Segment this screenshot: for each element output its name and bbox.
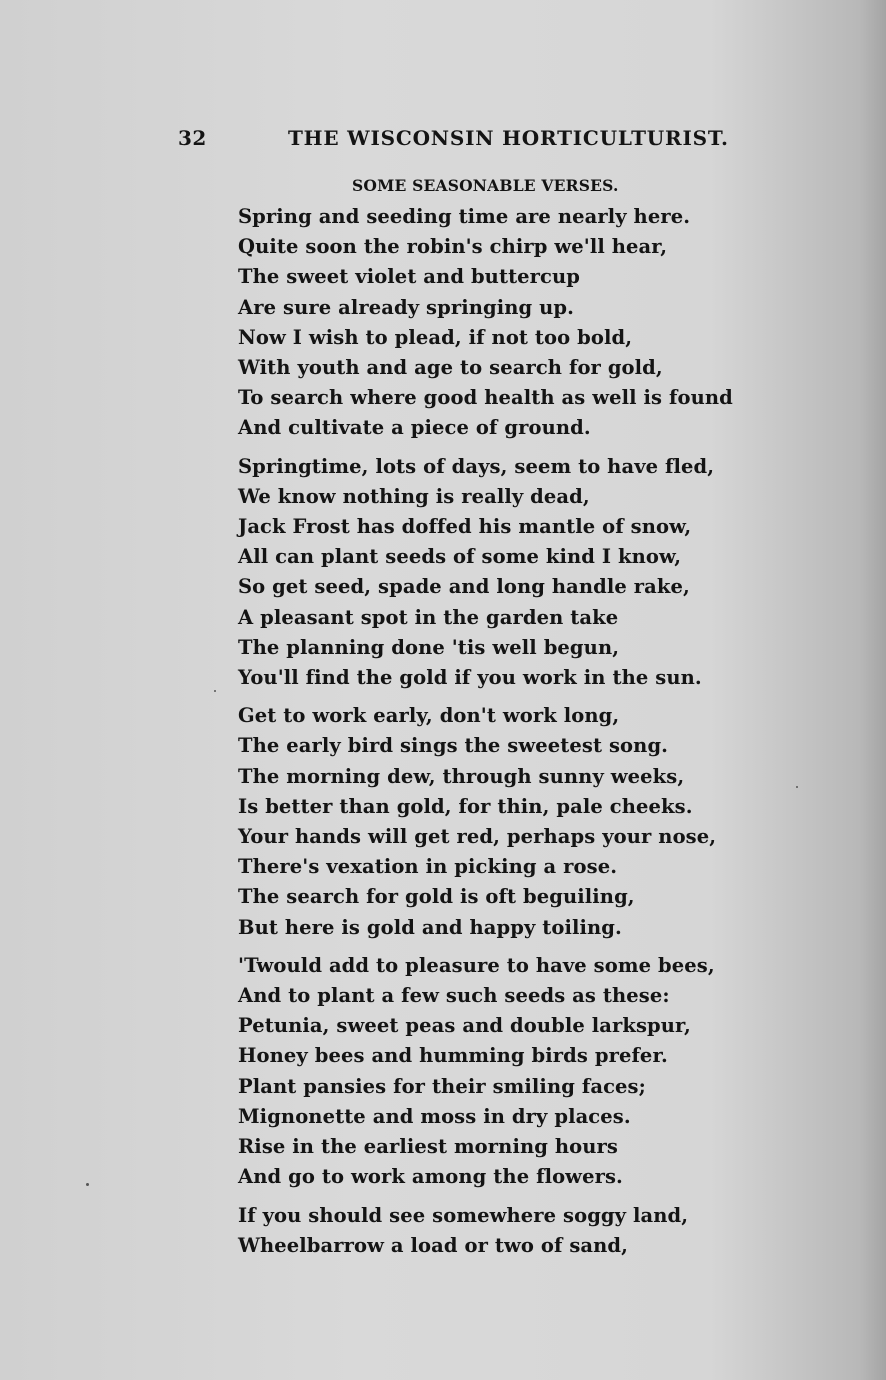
poem-line: The planning done 'tis well begun, xyxy=(238,635,620,659)
poem-line: All can plant seeds of some kind I know, xyxy=(238,545,682,569)
poem-line: The early bird sings the sweetest song. xyxy=(238,734,669,758)
poem-line: Wheelbarrow a load or two of sand, xyxy=(238,1233,629,1257)
poem-line: So get seed, spade and long handle rake, xyxy=(238,575,690,599)
poem-line: Plant pansies for their smiling faces; xyxy=(238,1074,646,1098)
poem-line: Now I wish to plead, if not too bold, xyxy=(238,325,633,349)
poem-line: A pleasant spot in the garden take xyxy=(238,605,619,629)
poem-line: Your hands will get red, perhaps your nose, xyxy=(238,825,717,849)
poem-line: Mignonette and moss in dry places. xyxy=(238,1104,631,1128)
poem-line: With youth and age to search for gold, xyxy=(238,356,663,380)
journal-title: THE WISCONSIN HORTICULTURIST. xyxy=(288,126,729,150)
poem-line: Spring and seeding time are nearly here. xyxy=(238,205,691,228)
poem-line: We know nothing is really dead, xyxy=(238,484,590,508)
poem-line: And to plant a few such seeds as these: xyxy=(238,984,670,1008)
poem-line: There's vexation in picking a rose. xyxy=(238,855,618,879)
poem-line: If you should see somewhere soggy land, xyxy=(238,1203,689,1227)
poem-line: Are sure already springing up. xyxy=(238,295,575,319)
poem-line: Springtime, lots of days, seem to have fled, xyxy=(238,454,715,478)
stanza-1 xyxy=(238,202,798,444)
poem-body xyxy=(238,202,798,1269)
poem-line: To search where good health as well is found xyxy=(238,386,733,410)
stanza-3 xyxy=(238,701,798,943)
poem-line: Get to work early, don't work long, xyxy=(238,704,620,728)
poem-line: 'Twould add to pleasure to have some bees, xyxy=(238,953,715,977)
poem-line: The search for gold is oft beguiling, xyxy=(238,885,635,909)
poem-line: Honey bees and humming birds prefer. xyxy=(238,1044,668,1068)
running-head xyxy=(178,126,734,156)
poem-line: Rise in the earliest morning hours xyxy=(238,1135,618,1159)
stanza-5 xyxy=(238,1201,798,1261)
poem-line: Quite soon the robin's chirp we'll hear, xyxy=(238,235,668,259)
stanza-4 xyxy=(238,951,798,1193)
poem-title: SOME SEASONABLE VERSES. xyxy=(352,176,619,195)
poem-line: The morning dew, through sunny weeks, xyxy=(238,764,685,788)
print-speck xyxy=(796,786,798,788)
page-number: 32 xyxy=(178,126,207,150)
poem-line: Jack Frost has doffed his mantle of snow, xyxy=(238,515,692,539)
poem-line: The sweet violet and buttercup xyxy=(238,265,581,289)
print-speck xyxy=(86,1183,89,1186)
poem-line: Is better than gold, for thin, pale cheeks. xyxy=(238,794,693,818)
poem-line: Petunia, sweet peas and double larkspur, xyxy=(238,1014,691,1038)
poem-line: But here is gold and happy toiling. xyxy=(238,915,622,939)
stanza-2 xyxy=(238,452,798,694)
poem-line: And go to work among the flowers. xyxy=(238,1165,623,1189)
poem-line: You'll find the gold if you work in the sun. xyxy=(238,666,702,690)
poem-line: And cultivate a piece of ground. xyxy=(238,416,591,440)
print-speck xyxy=(214,690,216,692)
